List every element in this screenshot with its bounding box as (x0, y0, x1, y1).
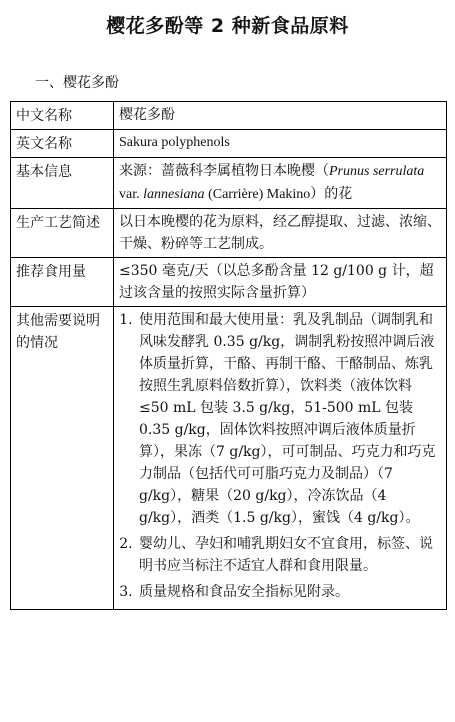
document-title: 樱花多酚等 2 种新食品原料 (106, 15, 349, 37)
authority: (Carrière) Makino (204, 187, 311, 202)
table-row (11, 102, 447, 130)
table-row (11, 130, 447, 158)
table-row (11, 258, 447, 307)
ingredient-table (10, 101, 447, 610)
row-value: 以日本晚樱的花为原料，经乙醇提取、过滤、浓缩、干燥、粉碎等工艺制成。 (114, 209, 447, 258)
list-item: 1. 使用范围和最大使用量：乳及乳制品（调制乳和风味发酵乳 0.35 g/kg，调制乳粉按照冲调后液体质量折算，干酪、再制干酪、干酪制品、炼乳按照生乳原料倍数折算），饮料类（液体饮料≤50 mL 包装 3.5 g/kg，51-500 mL 包装 0.35 g/kg，固体饮料按照冲调后液体质量折算），果冻（7 g/kg），可可制品、巧克力和巧克力制品（包括代可可脂巧克力及制品）（7 g/kg），糖果（20 g/kg），冷冻饮品（4 g/kg），酒类（1.5 g/kg），蜜饯（4 g/kg）。 (137, 309, 441, 529)
table-row (11, 209, 447, 258)
row-label: 英文名称 (11, 130, 114, 158)
var-text: var. (119, 187, 144, 202)
table-row (11, 307, 447, 610)
row-value: Sakura polyphenols (114, 130, 447, 158)
latin-variety: lannesiana (143, 187, 205, 202)
row-label: 其他需要说明的情况 (11, 307, 114, 610)
source-prefix: 来源：蔷薇科李属植物日本晚樱（ (119, 163, 329, 179)
latin-genus: Prunus serrulata (329, 164, 425, 179)
row-value (114, 307, 447, 610)
row-label: 中文名称 (11, 102, 114, 130)
row-value (114, 158, 447, 209)
list-item: 2. 婴幼儿、孕妇和哺乳期妇女不宜食用，标签、说明书应当标注不适宜人群和食用限量。 (137, 533, 441, 577)
row-label: 基本信息 (11, 158, 114, 209)
row-label: 生产工艺简述 (11, 209, 114, 258)
row-label: 推荐食用量 (11, 258, 114, 307)
table-row (11, 158, 447, 209)
row-value: 樱花多酚 (114, 102, 447, 130)
source-suffix: ）的花 (310, 186, 353, 202)
list-item: 3. 质量规格和食品安全指标见附录。 (137, 581, 441, 603)
section-heading: 一、樱花多酚 (35, 75, 119, 91)
notes-list (119, 309, 441, 603)
row-value: ≤350 毫克/天（以总多酚含量 12 g/100 g 计，超过该含量的按照实际含量折算） (114, 258, 447, 307)
